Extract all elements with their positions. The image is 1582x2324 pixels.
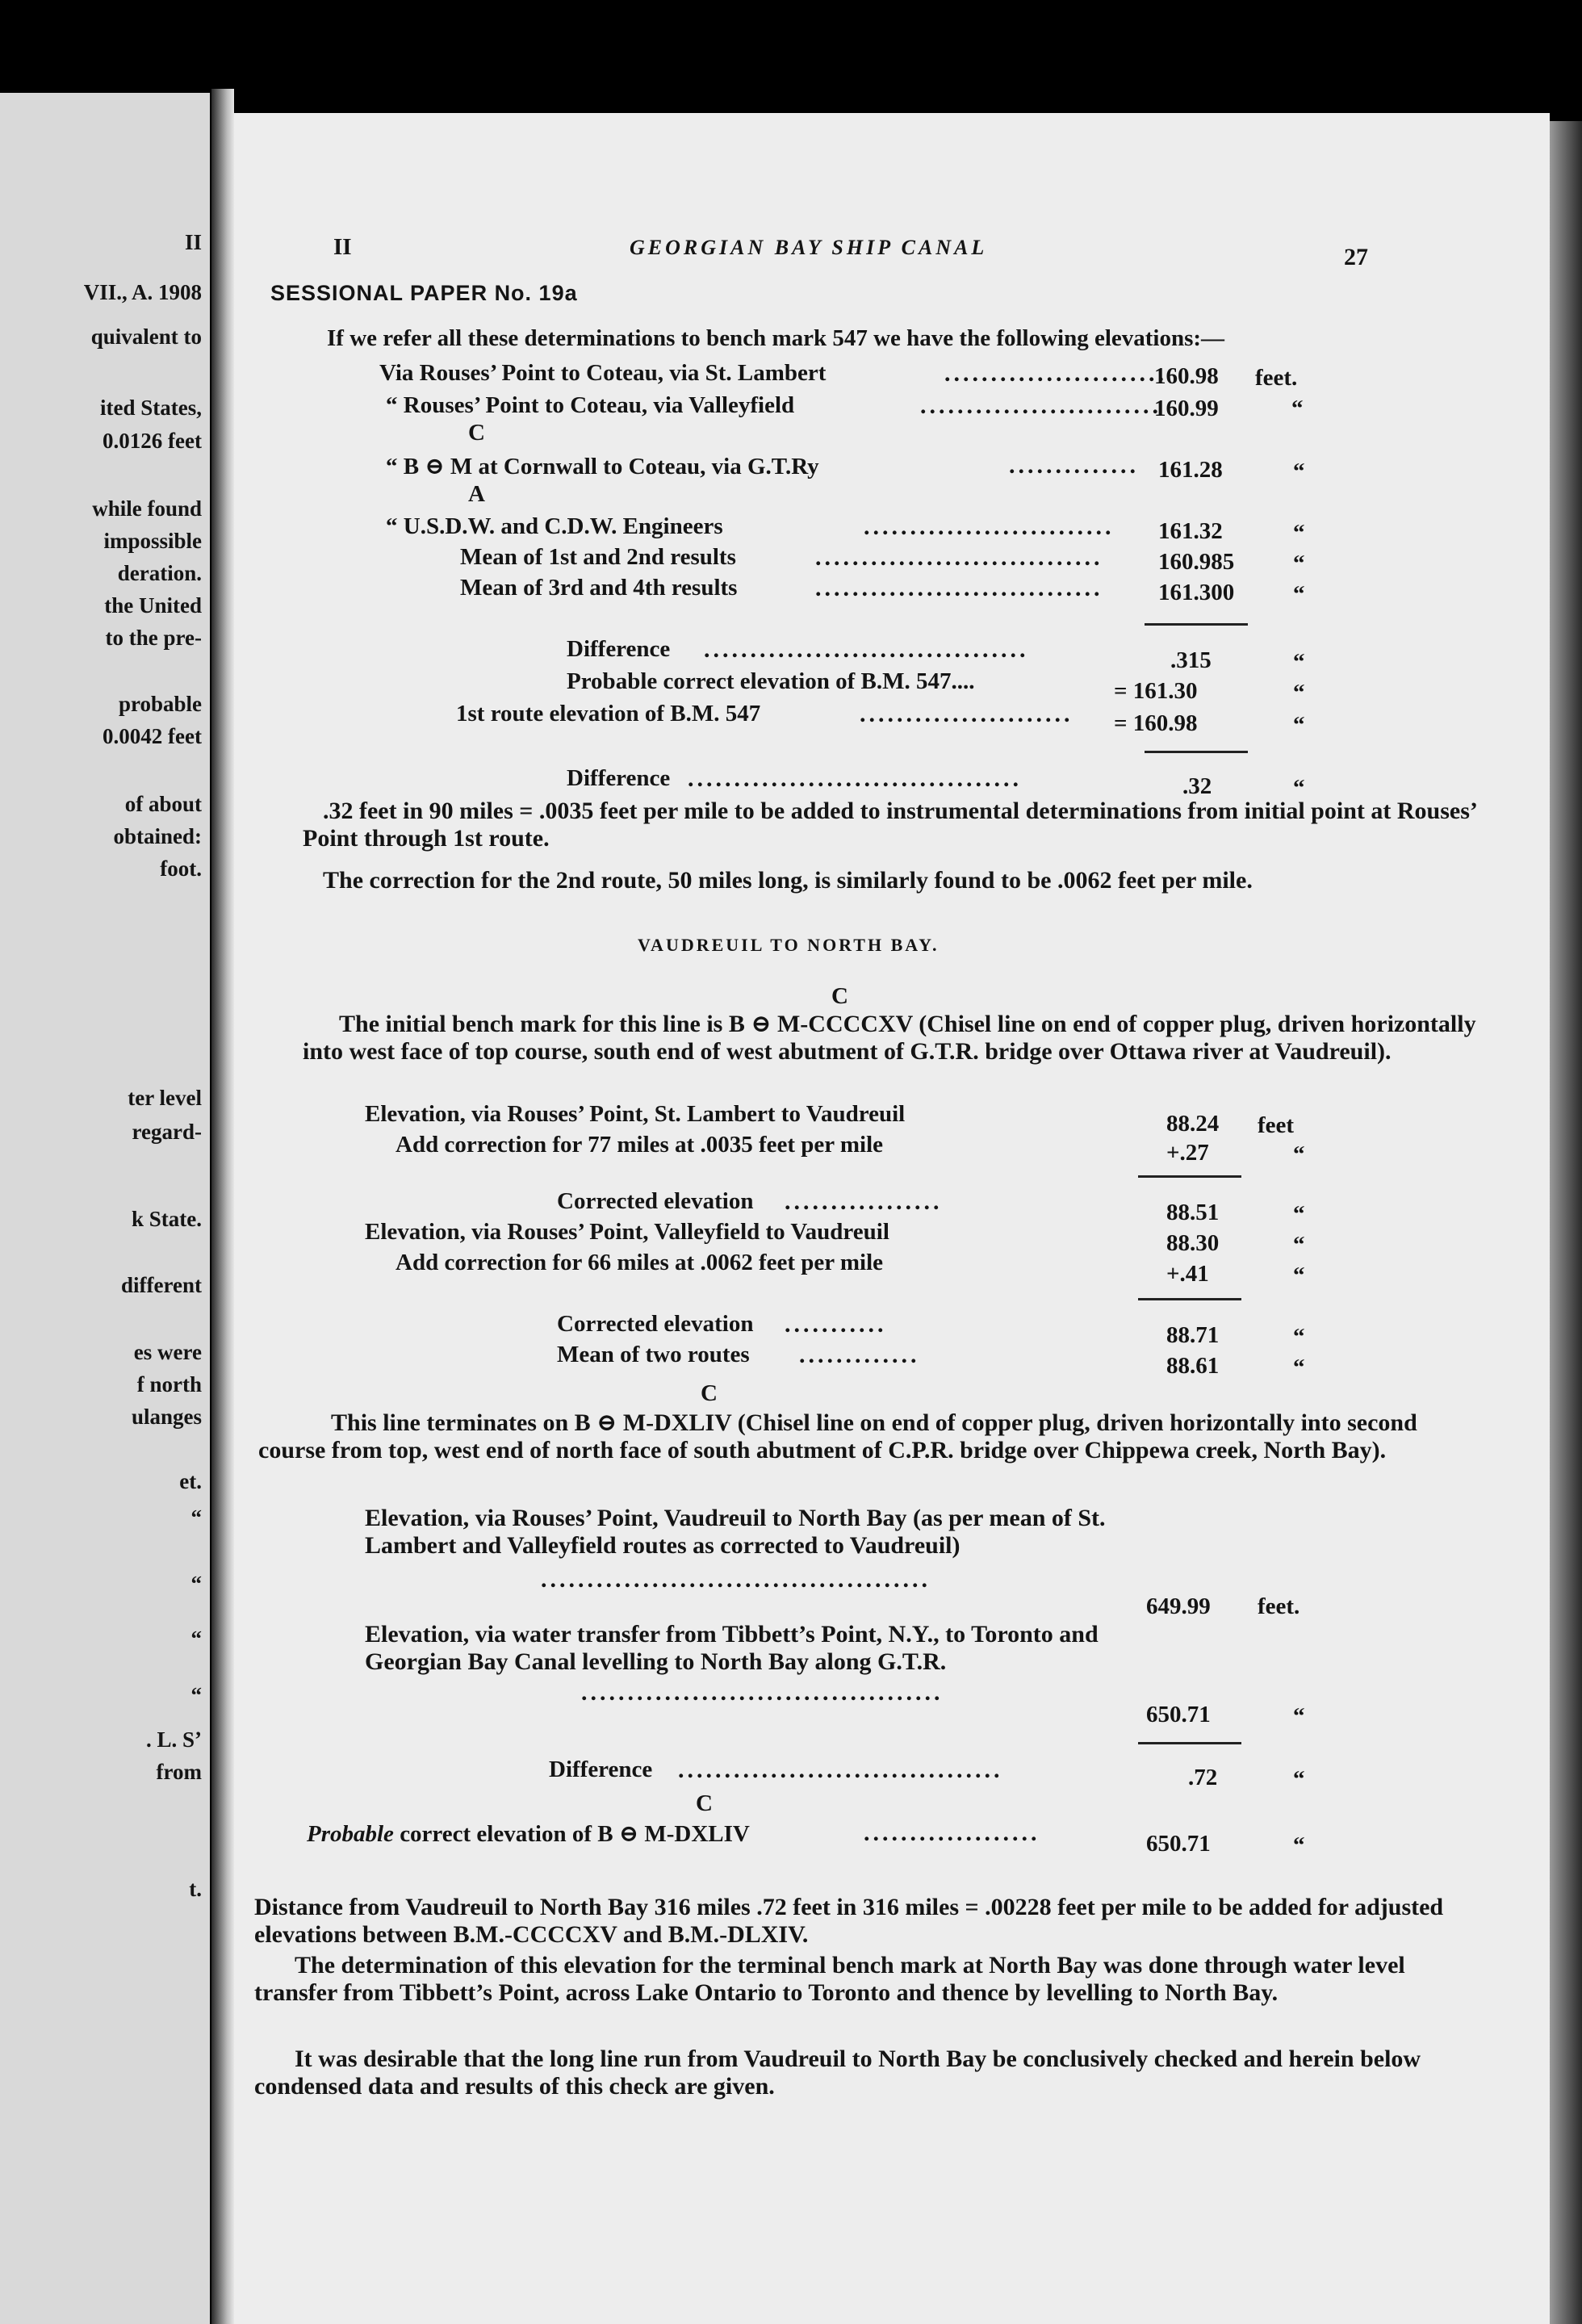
entry-unit: “	[1293, 1832, 1305, 1858]
entry-value: .72	[1188, 1765, 1218, 1790]
left-line: deration.	[117, 561, 202, 585]
entry-label: “ Rouses’ Point to Coteau, via Valleyfield	[386, 392, 795, 418]
probable-elevation-label	[307, 1819, 750, 1848]
entry-label: Elevation, via Rouses’ Point, Valleyfield to Vaudreuil	[365, 1219, 889, 1245]
entry-unit: “	[1293, 1355, 1305, 1380]
entry-unit: “	[1293, 1201, 1305, 1227]
entry-value: +.27	[1166, 1140, 1209, 1166]
entry-value: .32	[1182, 773, 1212, 799]
entry-unit: “	[1293, 1703, 1305, 1729]
entry-unit: feet.	[1258, 1593, 1300, 1619]
left-line: of about	[124, 792, 202, 816]
italic-probable: Probable	[307, 1821, 394, 1847]
entry-label: Mean of 3rd and 4th results	[460, 575, 738, 601]
leader-dots: ...........................	[864, 513, 1115, 540]
entry-label: Difference	[567, 636, 671, 662]
paragraph-second-route: The correction for the 2nd route, 50 miles long, is similarly found to be .0062 feet per mile.	[323, 867, 1253, 894]
left-line: from	[156, 1760, 202, 1784]
left-line: et.	[179, 1469, 202, 1493]
entry-label: Corrected elevation	[557, 1311, 754, 1337]
leader-dots: .......................................	[581, 1679, 944, 1706]
entry-unit: feet.	[1255, 365, 1298, 391]
page-edge-shadow	[1550, 121, 1582, 2324]
left-line: impossible	[103, 529, 202, 553]
leader-dots: .......................	[860, 701, 1074, 727]
entry-label: “ U.S.D.W. and C.D.W. Engineers	[386, 513, 723, 539]
entry-unit: feet	[1258, 1112, 1295, 1138]
entry-value: 88.24	[1166, 1111, 1220, 1137]
entry-label: Probable correct elevation of B.M. 547....	[567, 668, 975, 694]
entry-unit: “	[1293, 1766, 1305, 1792]
superscript-a: A	[468, 481, 485, 507]
entry-label: “ B ⊖ M at Cornwall to Coteau, via G.T.Ry	[386, 454, 819, 479]
entry-value: 88.71	[1166, 1322, 1220, 1348]
entry-label: Elevation, via Rouses’ Point, St. Lambert to Vaudreuil	[365, 1101, 906, 1127]
left-line: while found	[92, 496, 202, 521]
left-page-fragment	[0, 93, 210, 2324]
leader-dots: .................	[785, 1188, 943, 1215]
left-line: foot.	[160, 856, 202, 881]
entry-value: = 160.98	[1114, 710, 1198, 736]
paragraph-initial-bench-mark: The initial bench mark for this line is B ⊖ M-CCCCXV (Chisel line on end of copper plug, driven horizontally into west face of top course, south end of west abutment of G.T.R. bridge over Ottawa river at Vaudreuil).	[303, 1011, 1476, 1065]
entry-value: 88.30	[1166, 1230, 1220, 1256]
left-line: t.	[189, 1877, 202, 1901]
entry-label: Difference	[567, 765, 671, 791]
leader-dots: .............	[799, 1342, 920, 1368]
leader-dots: ..........................	[920, 392, 1161, 419]
sessional-paper-label: SESSIONAL PAPER No. 19a	[270, 281, 578, 305]
entry-value: 161.32	[1158, 518, 1223, 544]
left-line: 0.0126 feet	[103, 429, 202, 453]
running-title: GEORGIAN BAY SHIP CANAL	[630, 236, 988, 259]
entry-label: Elevation, via water transfer from Tibbett’s Point, N.Y., to Toronto and Georgian Bay Canal levelling to North Bay along G.T.R.	[365, 1621, 1099, 1675]
entry-value: 161.28	[1158, 457, 1223, 483]
entry-value: 650.71	[1146, 1831, 1211, 1857]
intro-line: If we refer all these determinations to bench mark 547 we have the following elevations:—	[327, 325, 1225, 351]
entry-unit: “	[1293, 1324, 1305, 1350]
leader-dots: ....................................	[688, 765, 1022, 792]
left-line: “	[190, 1572, 202, 1596]
entry-value: 161.300	[1158, 580, 1235, 605]
main-page	[234, 113, 1550, 2324]
entry-label: Elevation, via Rouses’ Point, Vaudreuil to North Bay (as per mean of St. Lambert and Valleyfield routes as corrected to Vaudreuil)	[365, 1505, 1106, 1559]
left-line: k State.	[132, 1207, 202, 1231]
entry-unit: “	[1293, 1232, 1305, 1258]
paragraph-distance: Distance from Vaudreuil to North Bay 316 miles .72 feet in 316 miles = .00228 feet per mile to be added for adjusted elevations between B.M.-CCCCXV and B.M.-DLXIV.	[254, 1894, 1444, 1948]
left-line: to the pre-	[105, 626, 202, 650]
left-line: f north	[136, 1372, 202, 1396]
entry-label: Mean of 1st and 2nd results	[460, 544, 736, 570]
entry-value: 160.99	[1154, 396, 1219, 421]
leader-dots: ...........	[785, 1311, 887, 1338]
probable-elevation-text: correct elevation of B ⊖ M-DXLIV	[393, 1821, 750, 1847]
leader-dots: ...................................	[678, 1757, 1003, 1783]
entry-value: 88.61	[1166, 1353, 1220, 1379]
paragraph-determination: The determination of this elevation for the terminal bench mark at North Bay was done through water level transfer from Tibbett’s Point, across Lake Ontario to Toronto and thence by levelling to North Bay.	[254, 1952, 1405, 2006]
left-line: probable	[118, 692, 202, 716]
left-line: “	[190, 1627, 202, 1651]
entry-value: 88.51	[1166, 1200, 1220, 1225]
leader-dots: ........................	[944, 360, 1167, 387]
left-line: quivalent to	[90, 325, 202, 349]
left-line: es were	[133, 1340, 202, 1364]
entry-unit: “	[1293, 459, 1305, 484]
left-line: . L. Sʼ	[145, 1727, 202, 1752]
leader-dots: ...............................	[815, 544, 1103, 571]
entry-unit: “	[1293, 1262, 1305, 1288]
left-line: different	[121, 1273, 202, 1297]
superscript-c: C	[468, 420, 485, 446]
paragraph-correction: .32 feet in 90 miles = .0035 feet per mile to be added to instrumental determinations from initial point at Rouses’ Point through 1st route.	[303, 798, 1476, 852]
page-mark: II	[333, 234, 352, 260]
entry-value: 160.98	[1154, 363, 1219, 389]
sum-rule	[1138, 1742, 1241, 1744]
section-title: VAUDREUIL TO NORTH BAY.	[638, 935, 940, 955]
left-line: regard-	[132, 1120, 202, 1144]
left-line: II	[184, 230, 202, 254]
left-line: obtained:	[113, 824, 202, 848]
entry-unit: “	[1293, 712, 1305, 738]
entry-unit: “	[1293, 581, 1305, 607]
paragraph-check: It was desirable that the long line run from Vaudreuil to North Bay be conclusively checked and herein below condensed data and results of this check are given.	[254, 2046, 1421, 2100]
entry-label: Add correction for 77 miles at .0035 feet per mile	[396, 1132, 884, 1158]
entry-unit: “	[1293, 1141, 1305, 1167]
entry-unit: “	[1293, 649, 1305, 675]
leader-dots: ...............................	[815, 575, 1103, 601]
left-line: the United	[104, 593, 202, 618]
left-line: ited States,	[100, 396, 202, 420]
entry-label: 1st route elevation of B.M. 547	[456, 701, 761, 727]
entry-label: Corrected elevation	[557, 1188, 754, 1214]
leader-dots: ...................	[864, 1819, 1040, 1846]
left-line: “	[190, 1505, 202, 1530]
leader-dots: ..........................................	[541, 1566, 931, 1593]
left-line: ter level	[128, 1086, 202, 1110]
left-line: VII., A. 1908	[83, 280, 202, 304]
left-line: ulanges	[131, 1405, 202, 1429]
entry-label: Difference	[549, 1757, 653, 1782]
entry-value: .315	[1170, 647, 1212, 673]
entry-value: = 161.30	[1114, 678, 1198, 704]
superscript-c: C	[701, 1380, 718, 1406]
entry-unit: “	[1291, 396, 1304, 421]
entry-label: Add correction for 66 miles at .0062 feet per mile	[396, 1250, 884, 1275]
left-line: “	[190, 1683, 202, 1707]
leader-dots: ...................................	[704, 636, 1029, 663]
leader-dots: ..............	[1009, 452, 1139, 479]
sum-rule	[1145, 751, 1248, 753]
left-line: 0.0042 feet	[103, 724, 202, 748]
entry-value: 650.71	[1146, 1702, 1211, 1727]
entry-unit: “	[1293, 775, 1305, 801]
sum-rule	[1138, 1175, 1241, 1178]
superscript-c: C	[831, 983, 848, 1009]
entry-unit: “	[1293, 520, 1305, 546]
paragraph-terminus: This line terminates on B ⊖ M-DXLIV (Chisel line on end of copper plug, driven horizontally into second course from top, west end of north face of south abutment of C.P.R. bridge over Chippewa creek, North Bay).	[258, 1409, 1417, 1463]
page-number: 27	[1344, 244, 1368, 270]
entry-unit: “	[1293, 680, 1305, 706]
entry-label: Via Rouses’ Point to Coteau, via St. Lambert	[379, 360, 827, 386]
entry-value: 160.985	[1158, 549, 1235, 575]
entry-label: Mean of two routes	[557, 1342, 750, 1367]
book-gutter	[211, 89, 234, 2324]
entry-unit: “	[1293, 551, 1305, 576]
entry-value: +.41	[1166, 1261, 1209, 1287]
entry-value: 649.99	[1146, 1593, 1211, 1619]
superscript-c: C	[696, 1790, 713, 1816]
sum-rule	[1145, 623, 1248, 626]
sum-rule	[1138, 1298, 1241, 1300]
